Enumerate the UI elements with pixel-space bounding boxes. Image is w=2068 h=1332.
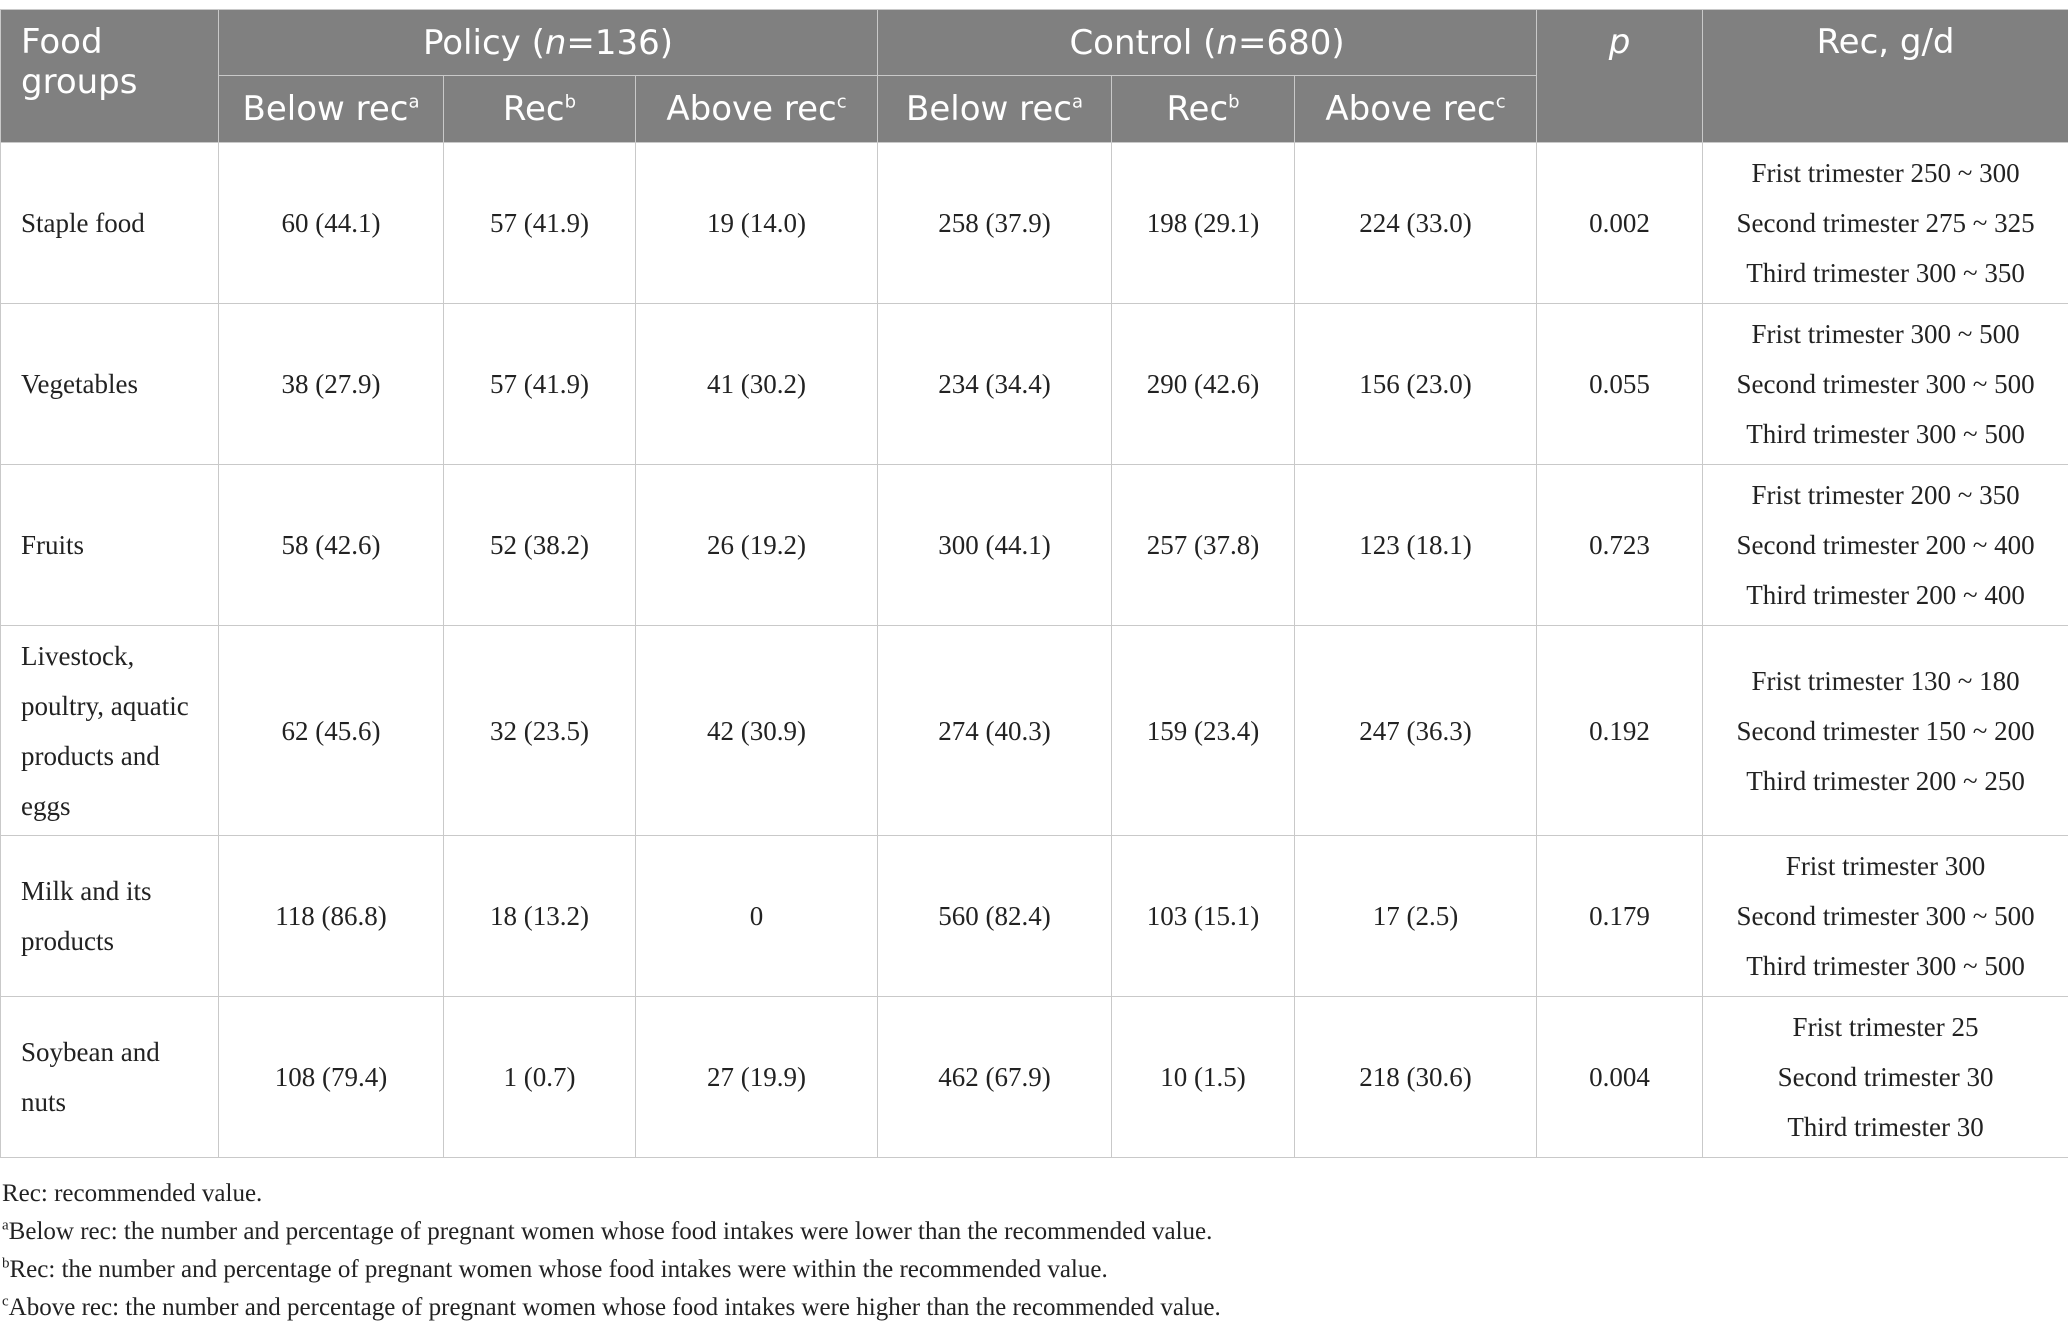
header-control-above-rec: Above rec$^c$ [1295, 76, 1537, 143]
rec-second-trimester: Second trimester 30 [1777, 1062, 1994, 1092]
header-control-below-rec: Below rec$^a$ [878, 76, 1112, 143]
control-above-cell: 218 (30.6) [1295, 997, 1537, 1158]
footnote-b: $^b$Rec: the number and percentage of pregnant women whose food intakes were within the recommended value. [2, 1255, 1108, 1283]
rec-first-trimester: Frist trimester 300 ~ 500 [1751, 319, 2020, 349]
header-p: p [1537, 10, 1703, 143]
rec-cell [1703, 143, 2068, 304]
rec-third-trimester: Third trimester 30 [1787, 1112, 1984, 1142]
control-above-cell: 247 (36.3) [1295, 626, 1537, 836]
control-below-cell: 274 (40.3) [878, 626, 1112, 836]
rec-third-trimester: Third trimester 200 ~ 250 [1746, 765, 2025, 796]
control-rec-cell: 103 (15.1) [1112, 836, 1295, 997]
control-below-cell: 300 (44.1) [878, 465, 1112, 626]
policy-below-cell: 108 (79.4) [219, 997, 444, 1158]
table-row [1, 626, 2068, 836]
header-control: Control (n=680) [878, 10, 1537, 76]
rec-cell [1703, 626, 2068, 836]
rec-first-trimester: Frist trimester 300 [1785, 851, 1986, 881]
rec-second-trimester: Second trimester 300 ~ 500 [1736, 901, 2035, 931]
table-row [1, 304, 2068, 465]
control-below-cell: 258 (37.9) [878, 143, 1112, 304]
policy-above-cell: 42 (30.9) [636, 626, 878, 836]
policy-rec-cell: 32 (23.5) [444, 626, 636, 836]
rec-cell [1703, 997, 2068, 1158]
policy-above-cell: 41 (30.2) [636, 304, 878, 465]
rec-second-trimester: Second trimester 150 ~ 200 [1736, 715, 2035, 746]
rec-first-trimester: Frist trimester 130 ~ 180 [1751, 665, 2020, 696]
policy-above-cell: 26 (19.2) [636, 465, 878, 626]
rec-third-trimester: Third trimester 300 ~ 500 [1746, 419, 2025, 449]
header-policy-above-rec: Above rec$^c$ [636, 76, 878, 143]
p-value-cell: 0.055 [1537, 304, 1703, 465]
rec-third-trimester: Third trimester 300 ~ 350 [1746, 258, 2025, 288]
control-rec-cell: 290 (42.6) [1112, 304, 1295, 465]
footnote-rec: Rec: recommended value. [2, 1180, 263, 1207]
control-above-cell: 17 (2.5) [1295, 836, 1537, 997]
control-rec-cell: 257 (37.8) [1112, 465, 1295, 626]
header-rec-gd: Rec, g/d [1703, 10, 2068, 143]
policy-above-cell: 19 (14.0) [636, 143, 878, 304]
rec-third-trimester: Third trimester 200 ~ 400 [1746, 580, 2025, 610]
control-above-cell: 123 (18.1) [1295, 465, 1537, 626]
control-rec-cell: 198 (29.1) [1112, 143, 1295, 304]
table-row [1, 143, 2068, 304]
rec-cell [1703, 304, 2068, 465]
food-intake-table [0, 9, 2068, 1158]
rec-first-trimester: Frist trimester 25 [1792, 1012, 1979, 1042]
p-value-cell: 0.004 [1537, 997, 1703, 1158]
table-row [1, 836, 2068, 997]
p-value-cell: 0.192 [1537, 626, 1703, 836]
control-above-cell: 224 (33.0) [1295, 143, 1537, 304]
food-group-cell: Soybean and nuts [1, 997, 219, 1158]
policy-below-cell: 58 (42.6) [219, 465, 444, 626]
p-value-cell: 0.723 [1537, 465, 1703, 626]
footnote-c: $^c$Above rec: the number and percentage of pregnant women whose food intakes were higher than the recommended value. [2, 1293, 1221, 1321]
control-above-cell: 156 (23.0) [1295, 304, 1537, 465]
control-rec-cell: 159 (23.4) [1112, 626, 1295, 836]
food-group-cell: Staple food [1, 143, 219, 304]
table-footnotes [2, 1175, 1221, 1327]
policy-above-cell: 0 [636, 836, 878, 997]
header-food-groups: Food groups [1, 10, 219, 143]
rec-third-trimester: Third trimester 300 ~ 500 [1746, 951, 2025, 981]
header-policy-below-rec: Below rec$^a$ [219, 76, 444, 143]
rec-second-trimester: Second trimester 300 ~ 500 [1736, 369, 2035, 399]
food-group-cell: Vegetables [1, 304, 219, 465]
rec-second-trimester: Second trimester 275 ~ 325 [1736, 208, 2035, 238]
policy-rec-cell: 52 (38.2) [444, 465, 636, 626]
food-group-cell: Livestock, poultry, aquatic products and eggs [1, 626, 219, 836]
control-rec-cell: 10 (1.5) [1112, 997, 1295, 1158]
policy-rec-cell: 57 (41.9) [444, 304, 636, 465]
table-row [1, 465, 2068, 626]
p-value-cell: 0.179 [1537, 836, 1703, 997]
policy-below-cell: 62 (45.6) [219, 626, 444, 836]
rec-second-trimester: Second trimester 200 ~ 400 [1736, 530, 2035, 560]
control-below-cell: 234 (34.4) [878, 304, 1112, 465]
rec-cell [1703, 465, 2068, 626]
policy-above-cell: 27 (19.9) [636, 997, 878, 1158]
policy-below-cell: 118 (86.8) [219, 836, 444, 997]
header-control-rec: Rec$^b$ [1112, 76, 1295, 143]
p-value-cell: 0.002 [1537, 143, 1703, 304]
table-row [1, 997, 2068, 1158]
policy-rec-cell: 1 (0.7) [444, 997, 636, 1158]
food-group-cell: Fruits [1, 465, 219, 626]
policy-below-cell: 60 (44.1) [219, 143, 444, 304]
rec-first-trimester: Frist trimester 250 ~ 300 [1751, 158, 2020, 188]
food-group-cell: Milk and its products [1, 836, 219, 997]
header-policy-rec: Rec$^b$ [444, 76, 636, 143]
rec-first-trimester: Frist trimester 200 ~ 350 [1751, 480, 2020, 510]
table-container [0, 9, 2068, 1158]
control-below-cell: 560 (82.4) [878, 836, 1112, 997]
header-policy: Policy (n=136) [219, 10, 878, 76]
policy-rec-cell: 18 (13.2) [444, 836, 636, 997]
policy-rec-cell: 57 (41.9) [444, 143, 636, 304]
control-below-cell: 462 (67.9) [878, 997, 1112, 1158]
footnote-a: $^a$Below rec: the number and percentage of pregnant women whose food intakes were lower than the recommended value. [2, 1217, 1213, 1245]
policy-below-cell: 38 (27.9) [219, 304, 444, 465]
rec-cell [1703, 836, 2068, 997]
